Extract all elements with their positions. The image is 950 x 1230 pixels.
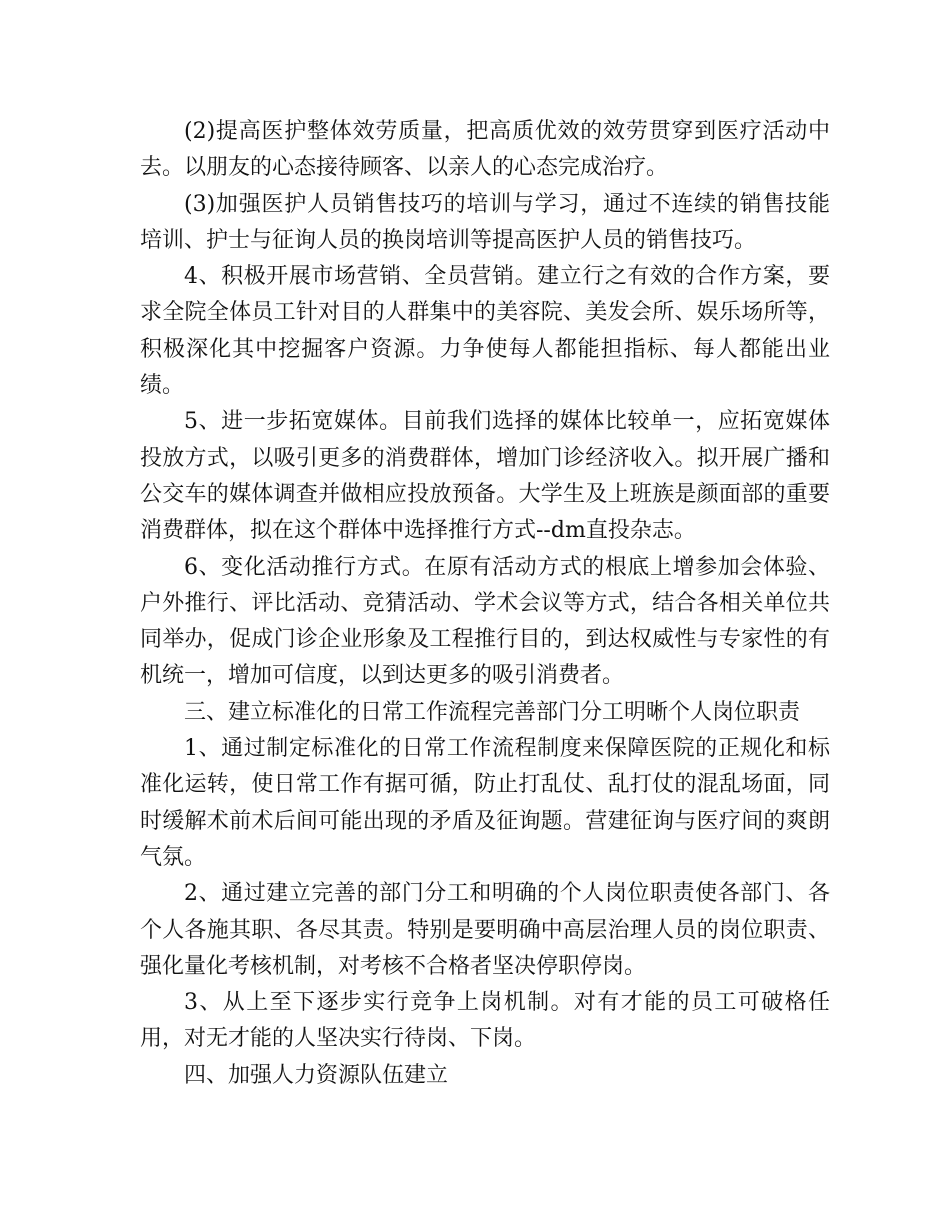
document-page [140,114,830,1094]
paragraph-media: 5、进一步拓宽媒体。目前我们选择的媒体比较单一，应拓宽媒体投放方式，以吸引更多的消费群体，增加门诊经济收入。拟开展广播和公交车的媒体调查并做相应投放预备。大学生及上班族是颜面部的重要消费群体，拟在这个群体中选择推行方式--dm直投杂志。 [140,409,830,544]
paragraph-service-quality: (2)提高医护整体效劳质量，把高质优效的效劳贯穿到医疗活动中去。以朋友的心态接待顾客、以亲人的心态完成治疗。 [140,119,830,181]
paragraph-workflow-standard: 1、通过制定标准化的日常工作流程制度来保障医院的正规化和标准化运转，使日常工作有据可循，防止打乱仗、乱打仗的混乱场面，同时缓解术前术后间可能出现的矛盾及征询题。营建征询与医疗间的爽朗气氛。 [140,736,830,870]
paragraph-sales-training: (3)加强医护人员销售技巧的培训与学习，通过不连续的销售技能培训、护士与征询人员的换岗培训等提高医护人员的销售技巧。 [140,191,830,253]
paragraph-department-duties: 2、通过建立完善的部门分工和明确的个人岗位职责使各部门、各个人各施其职、各尽其责。特别是要明确中高层治理人员的岗位职责、强化量化考核机制，对考核不合格者坚决停职停岗。 [140,881,830,979]
section-heading-workflow: 三、建立标准化的日常工作流程完善部门分工明晰个人岗位职责 [184,699,801,725]
paragraph-competition: 3、从上至下逐步实行竞争上岗机制。对有才能的员工可破格任用，对无才能的人坚决实行待岗、下岗。 [140,990,830,1052]
section-heading-hr: 四、加强人力资源队伍建立 [184,1062,449,1088]
paragraph-marketing: 4、积极开展市场营销、全员营销。建立行之有效的合作方案，要求全院全体员工针对目的人群集中的美容院、美发会所、娱乐场所等，积极深化其中挖掘客户资源。力争使每人都能担指标、每人都能出业绩。 [140,264,830,399]
paragraph-promotion: 6、变化活动推行方式。在原有活动方式的根底上增参加会体验、户外推行、评比活动、竞猜活动、学术会议等方式，结合各相关单位共同举办，促成门诊企业形象及工程推行目的，到达权威性与专家性的有机统一，增加可信度，以到达更多的吸引消费者。 [140,554,830,689]
